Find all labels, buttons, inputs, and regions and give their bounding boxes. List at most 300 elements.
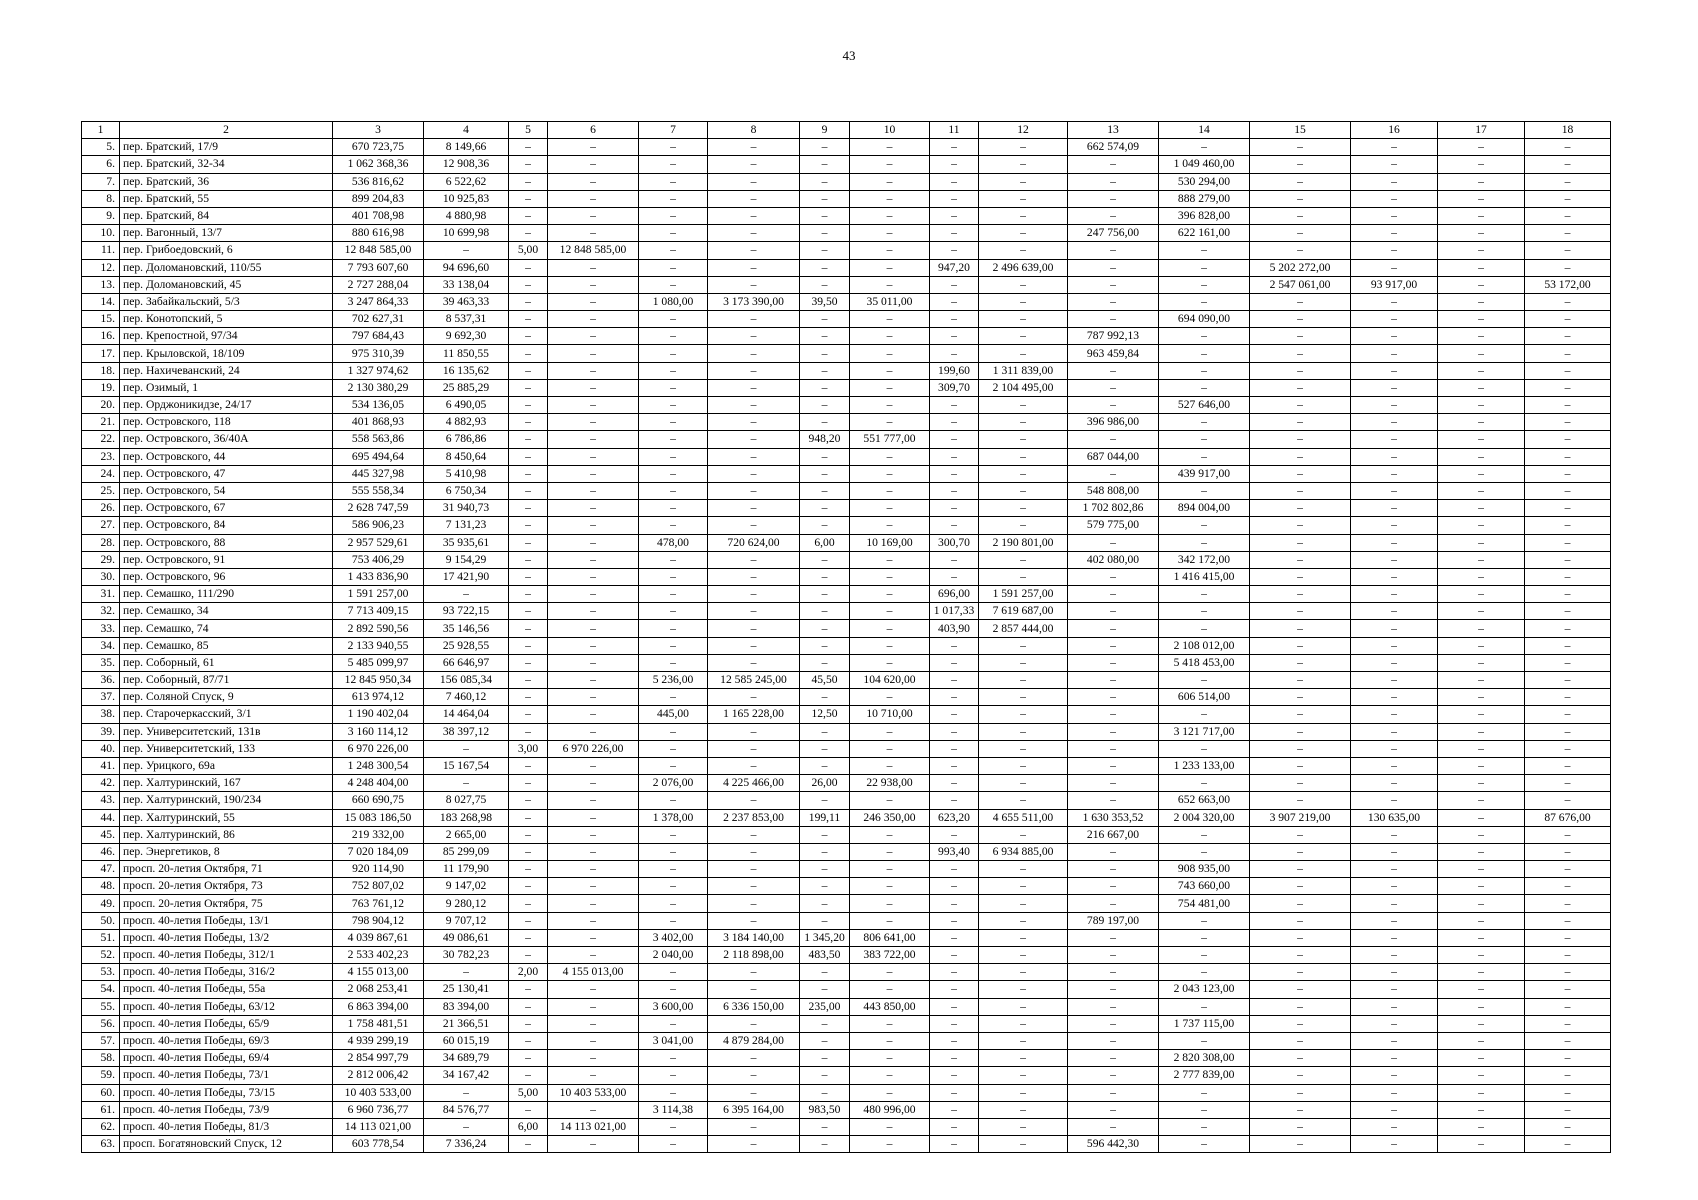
table-cell: – bbox=[1438, 139, 1525, 156]
table-cell: – bbox=[850, 981, 930, 998]
address-cell: пер. Крыловской, 18/109 bbox=[120, 345, 333, 362]
table-cell: – bbox=[850, 311, 930, 328]
row-number-cell: 50. bbox=[82, 912, 120, 929]
table-cell: – bbox=[1068, 706, 1159, 723]
table-cell: – bbox=[1525, 895, 1611, 912]
table-cell: – bbox=[548, 672, 639, 689]
table-cell: 2 777 839,00 bbox=[1159, 1067, 1250, 1084]
table-row bbox=[82, 379, 1611, 396]
table-cell: – bbox=[548, 689, 639, 706]
table-cell: 9 280,12 bbox=[424, 895, 509, 912]
table-cell: – bbox=[509, 706, 548, 723]
table-cell: – bbox=[708, 1050, 800, 1067]
table-cell: – bbox=[509, 603, 548, 620]
table-cell: – bbox=[509, 826, 548, 843]
table-cell: 5,00 bbox=[509, 1084, 548, 1101]
table-cell: 1 345,20 bbox=[800, 929, 850, 946]
table-cell: – bbox=[509, 448, 548, 465]
table-cell: 401 708,98 bbox=[333, 207, 424, 224]
table-cell: – bbox=[979, 861, 1068, 878]
table-row bbox=[82, 482, 1611, 499]
table-cell: – bbox=[1250, 654, 1351, 671]
address-cell: пер. Семашко, 74 bbox=[120, 620, 333, 637]
table-cell: – bbox=[1351, 362, 1438, 379]
row-number-cell: 22. bbox=[82, 431, 120, 448]
table-row bbox=[82, 775, 1611, 792]
table-cell: 596 442,30 bbox=[1068, 1136, 1159, 1153]
table-cell: 606 514,00 bbox=[1159, 689, 1250, 706]
row-number-cell: 12. bbox=[82, 259, 120, 276]
table-cell: – bbox=[979, 723, 1068, 740]
row-number-cell: 18. bbox=[82, 362, 120, 379]
table-cell: 10 710,00 bbox=[850, 706, 930, 723]
table-cell: – bbox=[1525, 912, 1611, 929]
table-cell: – bbox=[850, 568, 930, 585]
table-cell: 10 699,98 bbox=[424, 225, 509, 242]
table-cell: – bbox=[424, 1118, 509, 1135]
table-cell: – bbox=[800, 190, 850, 207]
table-cell: 1 737 115,00 bbox=[1159, 1015, 1250, 1032]
table-cell: – bbox=[1159, 998, 1250, 1015]
table-cell: – bbox=[1351, 912, 1438, 929]
table-cell: – bbox=[1250, 912, 1351, 929]
table-cell: – bbox=[850, 878, 930, 895]
table-row bbox=[82, 156, 1611, 173]
table-cell: 216 667,00 bbox=[1068, 826, 1159, 843]
table-cell: – bbox=[979, 654, 1068, 671]
table-cell: – bbox=[1351, 1136, 1438, 1153]
row-number-cell: 27. bbox=[82, 517, 120, 534]
address-cell: просп. Богатяновский Спуск, 12 bbox=[120, 1136, 333, 1153]
table-cell: – bbox=[1250, 362, 1351, 379]
table-cell: 622 161,00 bbox=[1159, 225, 1250, 242]
table-cell: – bbox=[1438, 1101, 1525, 1118]
table-cell: – bbox=[979, 156, 1068, 173]
table-row bbox=[82, 259, 1611, 276]
table-row bbox=[82, 826, 1611, 843]
row-number-cell: 28. bbox=[82, 534, 120, 551]
table-cell: – bbox=[1068, 1084, 1159, 1101]
table-cell: 2 812 006,42 bbox=[333, 1067, 424, 1084]
table-cell: – bbox=[1250, 1084, 1351, 1101]
table-cell: – bbox=[1159, 775, 1250, 792]
table-cell: – bbox=[639, 981, 708, 998]
table-cell: – bbox=[1159, 534, 1250, 551]
table-cell: – bbox=[509, 809, 548, 826]
row-number-cell: 58. bbox=[82, 1050, 120, 1067]
table-cell: 558 563,86 bbox=[333, 431, 424, 448]
table-cell: – bbox=[1438, 1032, 1525, 1049]
row-number-cell: 57. bbox=[82, 1032, 120, 1049]
table-cell: – bbox=[548, 534, 639, 551]
table-cell: – bbox=[548, 465, 639, 482]
table-cell: – bbox=[639, 861, 708, 878]
address-cell: просп. 40-летия Победы, 73/1 bbox=[120, 1067, 333, 1084]
table-cell: – bbox=[1250, 826, 1351, 843]
table-cell: – bbox=[708, 740, 800, 757]
table-cell: 695 494,64 bbox=[333, 448, 424, 465]
table-cell: – bbox=[1438, 723, 1525, 740]
table-cell: 8 027,75 bbox=[424, 792, 509, 809]
table-cell: – bbox=[800, 328, 850, 345]
table-row bbox=[82, 397, 1611, 414]
table-cell: – bbox=[639, 225, 708, 242]
table-cell: 6 960 736,77 bbox=[333, 1101, 424, 1118]
table-cell: – bbox=[1438, 637, 1525, 654]
table-cell: – bbox=[930, 482, 979, 499]
table-cell: – bbox=[979, 689, 1068, 706]
table-cell: – bbox=[930, 276, 979, 293]
table-cell: – bbox=[1525, 156, 1611, 173]
table-cell: – bbox=[548, 448, 639, 465]
table-cell: – bbox=[979, 706, 1068, 723]
table-cell: – bbox=[548, 431, 639, 448]
table-cell: 2,00 bbox=[509, 964, 548, 981]
address-cell: пер. Университетский, 133 bbox=[120, 740, 333, 757]
table-row bbox=[82, 981, 1611, 998]
table-cell: 754 481,00 bbox=[1159, 895, 1250, 912]
table-cell: 948,20 bbox=[800, 431, 850, 448]
table-cell: – bbox=[1250, 190, 1351, 207]
table-cell: – bbox=[548, 1067, 639, 1084]
table-cell: – bbox=[979, 964, 1068, 981]
table-row bbox=[82, 723, 1611, 740]
column-header: 5 bbox=[509, 122, 548, 139]
column-header: 8 bbox=[708, 122, 800, 139]
table-cell: – bbox=[639, 740, 708, 757]
table-cell: – bbox=[930, 1032, 979, 1049]
table-cell: 4 039 867,61 bbox=[333, 929, 424, 946]
table-cell: 8 537,31 bbox=[424, 311, 509, 328]
table-cell: – bbox=[1250, 500, 1351, 517]
table-cell: – bbox=[1438, 1118, 1525, 1135]
table-cell: – bbox=[800, 1032, 850, 1049]
table-cell: – bbox=[708, 586, 800, 603]
table-cell: – bbox=[548, 414, 639, 431]
table-cell: – bbox=[800, 1015, 850, 1032]
table-cell: – bbox=[509, 500, 548, 517]
table-cell: 12 908,36 bbox=[424, 156, 509, 173]
table-cell: – bbox=[850, 465, 930, 482]
table-cell: 1 630 353,52 bbox=[1068, 809, 1159, 826]
table-cell: – bbox=[1438, 276, 1525, 293]
table-cell: – bbox=[1438, 826, 1525, 843]
table-cell: – bbox=[548, 861, 639, 878]
table-cell: – bbox=[979, 465, 1068, 482]
table-cell: – bbox=[509, 414, 548, 431]
table-cell: – bbox=[1351, 775, 1438, 792]
table-cell: – bbox=[1159, 1032, 1250, 1049]
table-cell: – bbox=[800, 139, 850, 156]
table-cell: – bbox=[930, 654, 979, 671]
table-cell: – bbox=[708, 861, 800, 878]
column-header: 16 bbox=[1351, 122, 1438, 139]
table-cell: – bbox=[424, 775, 509, 792]
table-cell: – bbox=[708, 190, 800, 207]
table-cell: 199,11 bbox=[800, 809, 850, 826]
table-cell: – bbox=[509, 586, 548, 603]
table-cell: – bbox=[979, 207, 1068, 224]
table-cell: – bbox=[1351, 568, 1438, 585]
table-cell: 9 707,12 bbox=[424, 912, 509, 929]
table-cell: – bbox=[800, 242, 850, 259]
table-cell: – bbox=[639, 586, 708, 603]
table-cell: – bbox=[1525, 689, 1611, 706]
table-cell: – bbox=[850, 912, 930, 929]
table-cell: – bbox=[1068, 792, 1159, 809]
table-cell: – bbox=[930, 929, 979, 946]
address-cell: пер. Семашко, 85 bbox=[120, 637, 333, 654]
address-cell: пер. Халтуринский, 55 bbox=[120, 809, 333, 826]
table-cell: 93 722,15 bbox=[424, 603, 509, 620]
table-row bbox=[82, 242, 1611, 259]
table-cell: – bbox=[1351, 293, 1438, 310]
table-cell: – bbox=[639, 620, 708, 637]
address-cell: просп. 20-летия Октября, 71 bbox=[120, 861, 333, 878]
table-cell: – bbox=[509, 1015, 548, 1032]
table-cell: – bbox=[509, 792, 548, 809]
table-cell: – bbox=[1250, 414, 1351, 431]
table-cell: – bbox=[708, 1067, 800, 1084]
table-cell: – bbox=[1250, 379, 1351, 396]
table-cell: – bbox=[548, 276, 639, 293]
table-cell: – bbox=[1351, 723, 1438, 740]
table-cell: – bbox=[979, 1067, 1068, 1084]
table-row bbox=[82, 190, 1611, 207]
table-cell: – bbox=[509, 465, 548, 482]
table-cell: 53 172,00 bbox=[1525, 276, 1611, 293]
table-cell: 483,50 bbox=[800, 947, 850, 964]
table-cell: – bbox=[509, 139, 548, 156]
table-cell: – bbox=[1159, 345, 1250, 362]
column-header: 17 bbox=[1438, 122, 1525, 139]
address-cell: пер. Старочеркасский, 3/1 bbox=[120, 706, 333, 723]
table-cell: – bbox=[708, 328, 800, 345]
table-cell: – bbox=[1438, 775, 1525, 792]
table-cell: – bbox=[1525, 431, 1611, 448]
table-cell: – bbox=[800, 448, 850, 465]
table-cell: – bbox=[850, 637, 930, 654]
table-cell: – bbox=[548, 757, 639, 774]
table-cell: 14 113 021,00 bbox=[548, 1118, 639, 1135]
table-cell: – bbox=[979, 328, 1068, 345]
table-cell: – bbox=[1159, 947, 1250, 964]
address-cell: просп. 40-летия Победы, 312/1 bbox=[120, 947, 333, 964]
table-cell: – bbox=[548, 1050, 639, 1067]
table-cell: 12 585 245,00 bbox=[708, 672, 800, 689]
table-cell: – bbox=[639, 379, 708, 396]
table-cell: 3 173 390,00 bbox=[708, 293, 800, 310]
table-cell: – bbox=[1525, 448, 1611, 465]
table-cell: – bbox=[1250, 328, 1351, 345]
address-cell: просп. 40-летия Победы, 13/2 bbox=[120, 929, 333, 946]
table-cell: – bbox=[1525, 637, 1611, 654]
table-cell: – bbox=[979, 947, 1068, 964]
table-cell: – bbox=[850, 207, 930, 224]
table-cell: – bbox=[850, 156, 930, 173]
table-cell: – bbox=[1351, 654, 1438, 671]
table-cell: 1 190 402,04 bbox=[333, 706, 424, 723]
table-cell: 2 727 288,04 bbox=[333, 276, 424, 293]
table-cell: – bbox=[1068, 964, 1159, 981]
table-cell: – bbox=[1525, 397, 1611, 414]
table-cell: – bbox=[1438, 1136, 1525, 1153]
table-cell: – bbox=[1159, 362, 1250, 379]
table-cell: 8 149,66 bbox=[424, 139, 509, 156]
table-row bbox=[82, 603, 1611, 620]
table-cell: – bbox=[509, 912, 548, 929]
table-cell: – bbox=[979, 672, 1068, 689]
table-cell: 7 020 184,09 bbox=[333, 843, 424, 860]
row-number-cell: 8. bbox=[82, 190, 120, 207]
table-cell: – bbox=[708, 431, 800, 448]
table-cell: – bbox=[708, 843, 800, 860]
table-cell: – bbox=[1068, 242, 1159, 259]
table-cell: – bbox=[1250, 843, 1351, 860]
table-cell: – bbox=[850, 689, 930, 706]
table-cell: – bbox=[424, 242, 509, 259]
table-cell: – bbox=[548, 586, 639, 603]
table-cell: – bbox=[1525, 173, 1611, 190]
table-cell: 888 279,00 bbox=[1159, 190, 1250, 207]
table-cell: 402 080,00 bbox=[1068, 551, 1159, 568]
table-cell: – bbox=[509, 637, 548, 654]
table-cell: 7 131,23 bbox=[424, 517, 509, 534]
table-cell: – bbox=[1351, 672, 1438, 689]
table-cell: 235,00 bbox=[800, 998, 850, 1015]
table-cell: – bbox=[708, 981, 800, 998]
table-cell: 1 758 481,51 bbox=[333, 1015, 424, 1032]
table-cell: – bbox=[979, 929, 1068, 946]
row-number-cell: 25. bbox=[82, 482, 120, 499]
table-cell: 14 464,04 bbox=[424, 706, 509, 723]
table-cell: – bbox=[1068, 1118, 1159, 1135]
table-cell: – bbox=[850, 654, 930, 671]
table-cell: – bbox=[1525, 1101, 1611, 1118]
table-cell: – bbox=[1438, 1084, 1525, 1101]
table-cell: – bbox=[1068, 637, 1159, 654]
column-header: 11 bbox=[930, 122, 979, 139]
table-cell: – bbox=[708, 1084, 800, 1101]
table-cell: – bbox=[850, 328, 930, 345]
table-cell: 2 076,00 bbox=[639, 775, 708, 792]
table-cell: – bbox=[979, 1032, 1068, 1049]
table-cell: – bbox=[800, 207, 850, 224]
address-cell: пер. Халтуринский, 190/234 bbox=[120, 792, 333, 809]
table-cell: – bbox=[708, 207, 800, 224]
table-cell: – bbox=[708, 362, 800, 379]
row-number-cell: 49. bbox=[82, 895, 120, 912]
table-cell: – bbox=[1159, 328, 1250, 345]
table-cell: – bbox=[1438, 465, 1525, 482]
table-cell: – bbox=[1068, 895, 1159, 912]
table-cell: 85 299,09 bbox=[424, 843, 509, 860]
table-cell: – bbox=[1438, 379, 1525, 396]
row-number-cell: 10. bbox=[82, 225, 120, 242]
table-cell: – bbox=[1438, 259, 1525, 276]
table-cell: – bbox=[1351, 620, 1438, 637]
table-cell: – bbox=[1438, 1067, 1525, 1084]
table-cell: – bbox=[509, 328, 548, 345]
table-cell: 1 080,00 bbox=[639, 293, 708, 310]
table-cell: 3 160 114,12 bbox=[333, 723, 424, 740]
address-cell: пер. Островского, 44 bbox=[120, 448, 333, 465]
table-cell: 25 928,55 bbox=[424, 637, 509, 654]
column-header: 15 bbox=[1250, 122, 1351, 139]
table-cell: 439 917,00 bbox=[1159, 465, 1250, 482]
table-cell: – bbox=[1351, 190, 1438, 207]
table-cell: – bbox=[1159, 293, 1250, 310]
table-cell: 34 167,42 bbox=[424, 1067, 509, 1084]
table-cell: – bbox=[1525, 603, 1611, 620]
table-cell: 763 761,12 bbox=[333, 895, 424, 912]
table-cell: – bbox=[708, 689, 800, 706]
table-cell: 5 236,00 bbox=[639, 672, 708, 689]
table-cell: – bbox=[548, 929, 639, 946]
table-cell: 7 619 687,00 bbox=[979, 603, 1068, 620]
row-number-cell: 41. bbox=[82, 757, 120, 774]
table-cell: – bbox=[930, 345, 979, 362]
table-cell: – bbox=[1438, 517, 1525, 534]
table-cell: – bbox=[1351, 1118, 1438, 1135]
table-cell: – bbox=[979, 998, 1068, 1015]
table-cell: – bbox=[548, 259, 639, 276]
table-cell: – bbox=[850, 242, 930, 259]
table-cell: – bbox=[1250, 311, 1351, 328]
table-cell: – bbox=[1438, 620, 1525, 637]
table-cell: – bbox=[1438, 792, 1525, 809]
table-cell: – bbox=[424, 1084, 509, 1101]
table-cell: 5 485 099,97 bbox=[333, 654, 424, 671]
column-header: 4 bbox=[424, 122, 509, 139]
table-row bbox=[82, 998, 1611, 1015]
table-cell: – bbox=[548, 551, 639, 568]
table-cell: – bbox=[1438, 964, 1525, 981]
table-cell: – bbox=[1250, 895, 1351, 912]
table-cell: – bbox=[930, 637, 979, 654]
table-cell: – bbox=[930, 1050, 979, 1067]
table-cell: – bbox=[1068, 775, 1159, 792]
table-cell: – bbox=[708, 878, 800, 895]
address-cell: просп. 40-летия Победы, 69/4 bbox=[120, 1050, 333, 1067]
table-cell: – bbox=[850, 895, 930, 912]
table-cell: – bbox=[1525, 878, 1611, 895]
column-header: 1 bbox=[82, 122, 120, 139]
address-cell: пер. Островского, 67 bbox=[120, 500, 333, 517]
table-cell: – bbox=[1525, 843, 1611, 860]
table-cell: – bbox=[639, 517, 708, 534]
table-row bbox=[82, 207, 1611, 224]
table-cell: – bbox=[1351, 843, 1438, 860]
row-number-cell: 56. bbox=[82, 1015, 120, 1032]
row-number-cell: 45. bbox=[82, 826, 120, 843]
row-number-cell: 53. bbox=[82, 964, 120, 981]
address-cell: пер. Забайкальский, 5/3 bbox=[120, 293, 333, 310]
table-cell: – bbox=[548, 190, 639, 207]
table-cell: – bbox=[800, 379, 850, 396]
table-row bbox=[82, 689, 1611, 706]
table-cell: – bbox=[930, 397, 979, 414]
table-cell: – bbox=[800, 276, 850, 293]
table-cell: – bbox=[509, 551, 548, 568]
column-header: 18 bbox=[1525, 122, 1611, 139]
table-cell: – bbox=[1525, 740, 1611, 757]
table-cell: – bbox=[548, 1136, 639, 1153]
table-cell: – bbox=[979, 500, 1068, 517]
table-cell: 702 627,31 bbox=[333, 311, 424, 328]
table-row bbox=[82, 173, 1611, 190]
table-cell: 219 332,00 bbox=[333, 826, 424, 843]
